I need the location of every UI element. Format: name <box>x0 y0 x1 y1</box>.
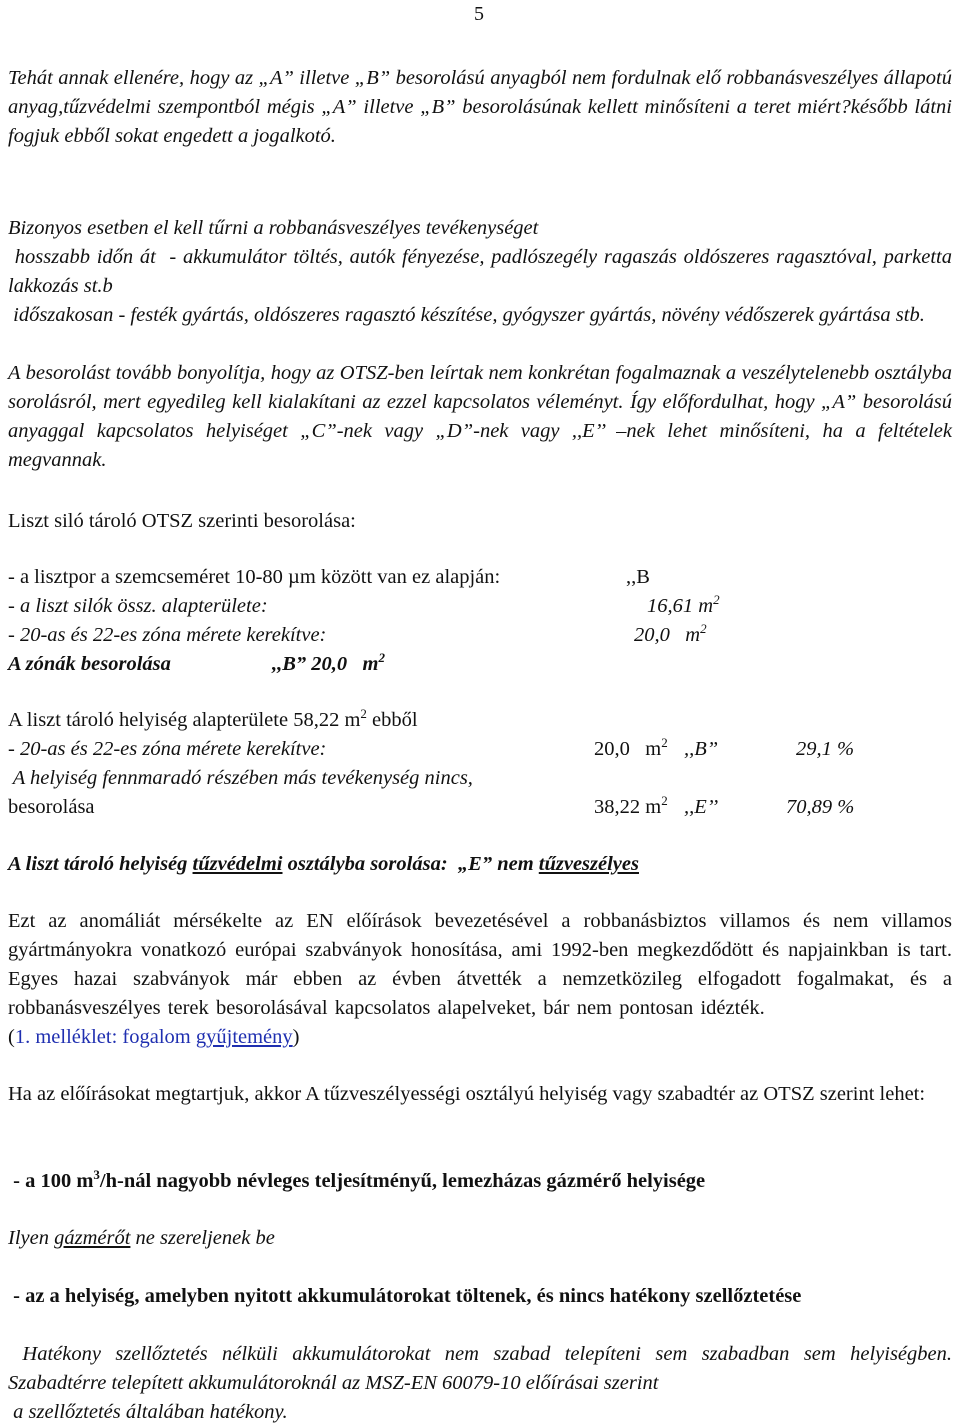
periodic-item: időszakosan - festék gyártás, oldószeres ragasztó készítése, gyógyszer gyártás, növény védőszerek gyártása stb. <box>8 304 925 326</box>
storage-rest-pct: 70,89 % <box>786 796 855 818</box>
fire-classification-heading: A liszt tároló helyiség tűzvédelmi osztályba sorolása: „E” nem tűzveszélyes <box>8 853 639 875</box>
storage-rest-area: 38,22 $m^2$ <box>594 793 668 818</box>
silo-row-value: 16,61 $m^2$ <box>647 592 720 617</box>
silo-row-grain <box>8 563 500 592</box>
silo-row-label: - a liszt silók össz. alapterülete: <box>8 595 268 617</box>
page-number: 5 <box>474 3 484 25</box>
gas-meter-room-item: - a 100 $m^3/h$-nál nagyobb névleges teljesítményű, lemezházas gázmérő helyisége <box>8 1167 706 1192</box>
battery-room-item: - az a helyiség, amelyben nyitott akkumulátorokat töltenek, és nincs hatékony szellőztetése <box>8 1285 802 1307</box>
storage-zone-area: 20,0 $m^2$ <box>594 735 668 760</box>
storage-area-line: A liszt tároló helyiség alapterülete 58,22 $m^2$ ebből <box>8 706 418 731</box>
storage-zone-label: - 20-as és 22-es zóna mérete kerekítve: <box>8 738 327 760</box>
silo-row-value: 20,0 $m^2$ <box>634 621 707 646</box>
en-standards-paragraph: Ezt az anomáliát mérsékelte az EN előírások bevezetésével a robbanásbiztos villamos és nem villamos gyártmányokra vonatkozó európai szabványok honosítása, ami 1992-ben megkezdődött és napjainkban is tart. Egyes hazai szabványok már ebben az évben átvették a nemzetközileg elfogadott fogalmakat, és a robbanásveszélyes terek besorolásával kapcsolatos alapelveket, bár nem pontosan idézték. (1. melléklet: fogalom gyűjtemény) <box>8 910 952 1048</box>
ventilation-note-last-line: a szellőztetés általában hatékony. <box>8 1401 288 1423</box>
silo-row-label: - a lisztpor a szemcseméret 10-80 µm között van ez alapján: <box>8 566 501 588</box>
storage-rest-line: A helyiség fennmaradó részében más tevékenység nincs, <box>8 767 473 789</box>
storage-zone-pct: 29,1 % <box>796 738 855 760</box>
intro-paragraph: Tehát annak ellenére, hogy az „A” illetve „B” besorolású anyagból nem fordulnak elő robbanásveszélyes állapotú anyag,tűzvédelmi szempontból mégis „A” illetve „B” besorolásúnak kellett minősíteni a teret miért?később látni fogjuk ebből sokat engedett a jogalkotó. <box>8 67 952 147</box>
zone-classification-value: ,,B” 20,0 $m^2$ <box>272 650 385 675</box>
silo-row-label: - 20-as és 22-es zóna mérete kerekítve: <box>8 624 327 646</box>
storage-rest-label: besorolása <box>8 796 95 818</box>
silo-row-value: ,,B <box>626 566 650 588</box>
storage-rest-class: ,,E’’ <box>684 796 719 818</box>
silo-row-zone <box>8 621 326 650</box>
storage-zone-class: ,,B” <box>684 738 719 760</box>
silo-row-area <box>8 592 268 621</box>
tolerate-intro-line: Bizonyos esetben el kell tűrni a robbanásveszélyes tevékenységet <box>8 217 539 239</box>
tolerate-activity-paragraph <box>8 214 958 330</box>
otsz-a-class-paragraph: Ha az előírásokat megtartjuk, akkor A tűzveszélyességi osztályú helyiség vagy szabadtér az OTSZ szerint lehet: <box>8 1083 926 1105</box>
gas-meter-note: Ilyen gázmérőt ne szereljenek be <box>8 1227 275 1249</box>
long-term-item: hosszabb időn át - akkumulátor töltés, autók fényezése, padlószegély ragaszás oldószeres ragasztóval, parketta lakkozás st.b <box>8 246 958 297</box>
silo-heading: Liszt siló tároló OTSZ szerinti besorolása: <box>8 510 356 532</box>
appendix-link[interactable]: 1. melléklet: fogalom gyűjtemény <box>14 1026 293 1048</box>
zone-classification-label: A zónák besorolása <box>8 653 171 675</box>
ventilation-note: Hatékony szellőztetés nélküli akkumulátorokat nem szabad telepíteni sem szabadban sem helyiségben. Szabadtérre telepített akkumulátoroknál az MSZ-EN 60079-10 előírásai szerint <box>8 1343 958 1394</box>
classification-complexity-paragraph: A besorolást tovább bonyolítja, hogy az OTSZ-ben leírtak nem konkrétan fogalmaznak a veszélytelenebb osztályba sorolásról, mert egyedileg kell kialakítani az ezzel kapcsolatos véleményt. Így előfordulhat, hogy „A” besorolású anyaggal kapcsolatos helyiséget „C”-nek vagy „D”-nek vagy ,,E’’ –nek lehet minősíteni, ha a feltételek megvannak. <box>8 362 952 471</box>
